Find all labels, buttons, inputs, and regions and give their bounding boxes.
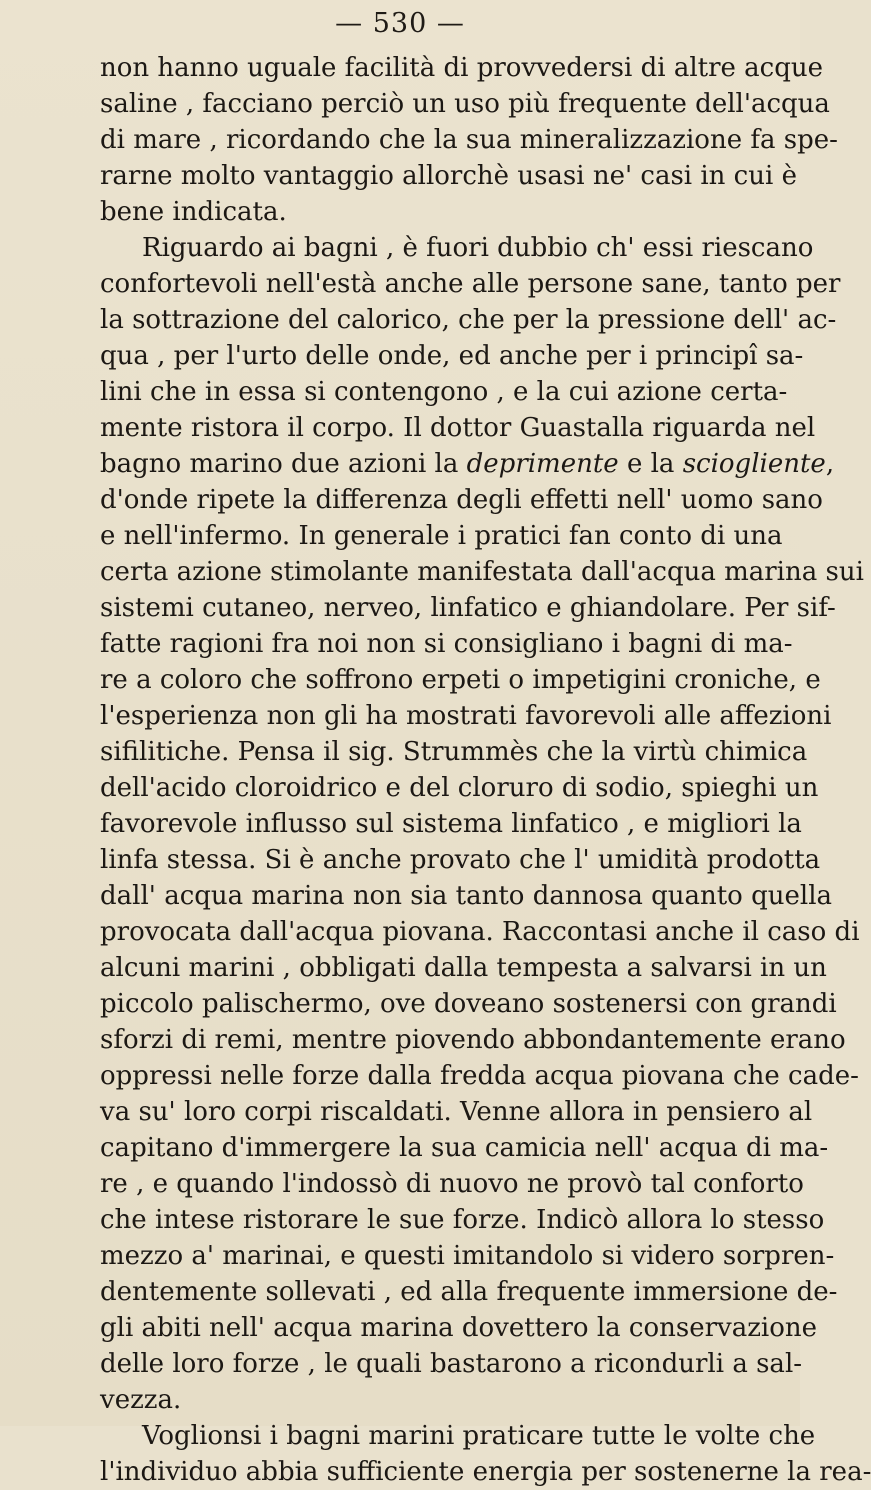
text-line: saline , facciano perciò un uso più frequente dell'acqua: [100, 89, 830, 119]
text-line: linfa stessa. Si è anche provato che l' umidità prodotta: [100, 845, 821, 875]
text-line: dell'acido cloroidrico e del cloruro di sodio, spieghi un: [100, 773, 819, 803]
text-line: delle loro forze , le quali bastarono a ricondurli a sal-: [100, 1349, 803, 1379]
text-line: d'onde ripete la differenza degli effetti nell' uomo sano: [100, 485, 823, 515]
text-line: sistemi cutaneo, nerveo, linfatico e ghiandolare. Per sif-: [100, 593, 836, 623]
text-line: re a coloro che soffrono erpeti o impetigini croniche, e: [100, 665, 821, 695]
text-line: favorevole influsso sul sistema linfatico , e migliori la: [100, 809, 802, 839]
text-line: vezza.: [100, 1385, 182, 1415]
text-line: re , e quando l'indossò di nuovo ne provò tal conforto: [100, 1169, 804, 1199]
text-line: piccolo palischermo, ove doveano sostenersi con grandi: [100, 989, 837, 1019]
text-segment: bagno marino due azioni la: [100, 449, 459, 479]
body-text: [100, 50, 871, 1490]
text-line: alcuni marini , obbligati dalla tempesta a salvarsi in un: [100, 953, 827, 983]
text-segment: ,: [825, 449, 835, 479]
text-line: non hanno uguale facilità di provvedersi di altre acque: [100, 53, 824, 83]
page-number: — 530 —: [335, 8, 465, 39]
text-line: qua , per l'urto delle onde, ed anche per i principî sa-: [100, 341, 804, 371]
text-segment: e la: [618, 449, 683, 479]
text-line: mente ristora il corpo. Il dottor Guastalla riguarda nel: [100, 413, 816, 443]
text-line: l'individuo abbia sufficiente energia per sostenerne la rea-: [100, 1457, 871, 1487]
italic-term: deprimente: [466, 449, 619, 479]
text-line: e nell'infermo. In generale i pratici fan conto di una: [100, 521, 783, 551]
text-line: mezzo a' marinai, e questi imitandolo si videro sorpren-: [100, 1241, 835, 1271]
text-line: che intese ristorare le sue forze. Indicò allora lo stesso: [100, 1205, 825, 1235]
text-line-mixed: [100, 446, 835, 482]
text-line: va su' loro corpi riscaldati. Venne allora in pensiero al: [100, 1097, 813, 1127]
text-line: rarne molto vantaggio allorchè usasi ne' casi in cui è: [100, 161, 797, 191]
text-line: bene indicata.: [100, 197, 287, 227]
text-line: sforzi di remi, mentre piovendo abbondantemente erano: [100, 1025, 846, 1055]
text-line: lini che in essa si contengono , e la cui azione certa-: [100, 377, 788, 407]
text-line: certa azione stimolante manifestata dall'acqua marina sui: [100, 557, 864, 587]
text-line: di mare , ricordando che la sua mineralizzazione fa spe-: [100, 125, 838, 155]
text-line: dall' acqua marina non sia tanto dannosa quanto quella: [100, 881, 833, 911]
text-line: fatte ragioni fra noi non si consigliano i bagni di ma-: [100, 629, 793, 659]
text-line: sifilitiche. Pensa il sig. Strummès che la virtù chimica: [100, 737, 808, 767]
text-line: confortevoli nell'està anche alle persone sane, tanto per: [100, 269, 841, 299]
text-line: la sottrazione del calorico, che per la pressione dell' ac-: [100, 305, 837, 335]
text-line: provocata dall'acqua piovana. Raccontasi anche il caso di: [100, 917, 860, 947]
text-line: oppressi nelle forze dalla fredda acqua piovana che cade-: [100, 1061, 859, 1091]
italic-term: sciogliente: [682, 449, 826, 479]
text-line: l'esperienza non gli ha mostrati favorevoli alle affezioni: [100, 701, 832, 731]
paragraph-start: Riguardo ai bagni , è fuori dubbio ch' essi riescano: [142, 233, 814, 263]
text-line: dentemente sollevati , ed alla frequente immersione de-: [100, 1277, 838, 1307]
text-line: capitano d'immergere la sua camicia nell' acqua di ma-: [100, 1133, 829, 1163]
paragraph-start: Voglionsi i bagni marini praticare tutte le volte che: [142, 1421, 816, 1451]
text-line: gli abiti nell' acqua marina dovettero la conservazione: [100, 1313, 818, 1343]
